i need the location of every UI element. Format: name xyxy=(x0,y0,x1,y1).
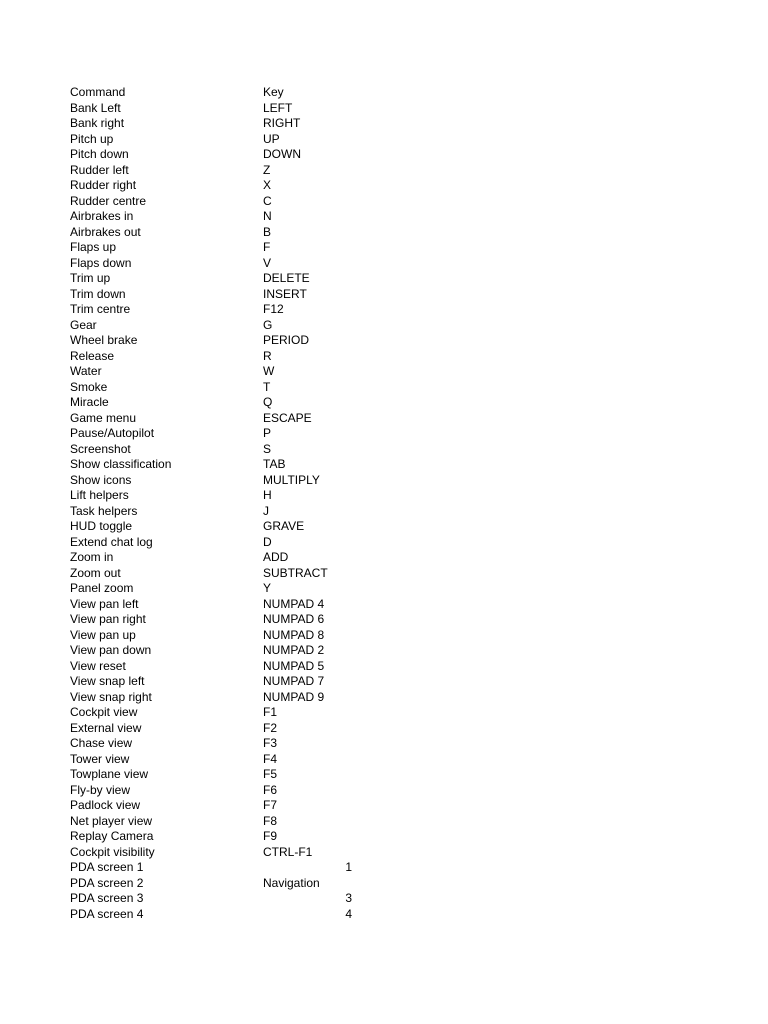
key-cell: Navigation xyxy=(263,875,320,890)
key-cell: J xyxy=(263,503,269,518)
key-cell: G xyxy=(263,317,273,332)
command-cell: Zoom out xyxy=(70,565,121,580)
command-cell: Game menu xyxy=(70,410,137,425)
key-cell: MULTIPLY xyxy=(263,472,320,487)
key-cell: H xyxy=(263,488,272,502)
key-cell: CTRL-F1 xyxy=(263,844,313,859)
table-row xyxy=(70,225,370,241)
table-row xyxy=(70,628,370,644)
command-cell: View pan down xyxy=(70,643,152,657)
command-cell: Smoke xyxy=(70,379,108,394)
table-row xyxy=(70,845,370,861)
command-cell: External view xyxy=(70,720,142,735)
key-cell: LEFT xyxy=(263,100,293,115)
table-row xyxy=(70,395,370,411)
table-row xyxy=(70,163,370,179)
key-cell: R xyxy=(263,348,272,363)
command-cell: Pitch up xyxy=(70,131,114,146)
table-row xyxy=(70,240,370,256)
key-cell: ADD xyxy=(263,550,289,564)
table-row xyxy=(70,721,370,737)
key-cell: F5 xyxy=(263,767,278,781)
key-cell: 1 xyxy=(345,860,352,874)
table-row xyxy=(70,302,370,318)
table-row xyxy=(70,767,370,783)
command-cell: PDA screen 3 xyxy=(70,891,144,905)
key-cell: SUBTRACT xyxy=(263,565,328,580)
command-cell: Replay Camera xyxy=(70,829,154,843)
key-cell: PERIOD xyxy=(263,333,310,347)
column-header-key: Key xyxy=(263,85,284,99)
table-row xyxy=(70,829,370,845)
table-row xyxy=(70,736,370,752)
command-cell: Wheel brake xyxy=(70,333,138,347)
command-cell: Flaps down xyxy=(70,255,132,270)
table-row xyxy=(70,194,370,210)
command-cell: Rudder left xyxy=(70,162,129,177)
key-cell: C xyxy=(263,193,272,208)
keybinding-table xyxy=(70,85,370,922)
key-cell: F2 xyxy=(263,720,278,735)
key-cell: P xyxy=(263,426,272,440)
table-row xyxy=(70,442,370,458)
key-cell: RIGHT xyxy=(263,116,301,130)
key-cell: NUMPAD 6 xyxy=(263,612,325,626)
table-row xyxy=(70,426,370,442)
table-row xyxy=(70,876,370,892)
table-row xyxy=(70,705,370,721)
command-cell: Show icons xyxy=(70,472,132,487)
command-cell: Trim up xyxy=(70,271,111,285)
command-cell: Trim down xyxy=(70,286,126,301)
table-row xyxy=(70,488,370,504)
table-row xyxy=(70,473,370,489)
command-cell: Padlock view xyxy=(70,798,141,812)
table-row xyxy=(70,597,370,613)
column-header-command: Command xyxy=(70,85,126,99)
table-row xyxy=(70,643,370,659)
key-cell: F xyxy=(263,240,271,254)
key-cell: F7 xyxy=(263,798,278,812)
command-cell: View reset xyxy=(70,658,126,673)
table-row xyxy=(70,457,370,473)
key-cell: 4 xyxy=(345,906,352,921)
table-row xyxy=(70,860,370,876)
command-cell: View pan left xyxy=(70,596,139,611)
key-cell: 3 xyxy=(345,891,352,905)
command-cell: PDA screen 1 xyxy=(70,860,144,874)
command-cell: Pitch down xyxy=(70,147,129,161)
key-cell: NUMPAD 7 xyxy=(263,674,325,688)
table-row xyxy=(70,101,370,117)
table-row xyxy=(70,550,370,566)
table-row xyxy=(70,287,370,303)
command-cell: View snap left xyxy=(70,674,145,688)
table-row xyxy=(70,612,370,628)
key-cell: NUMPAD 8 xyxy=(263,627,325,642)
table-row xyxy=(70,907,370,923)
command-cell: Cockpit view xyxy=(70,705,138,719)
command-cell: View pan right xyxy=(70,612,146,626)
key-cell: X xyxy=(263,178,272,192)
command-cell: Trim centre xyxy=(70,302,131,316)
command-cell: Bank right xyxy=(70,116,125,130)
table-row xyxy=(70,891,370,907)
table-row xyxy=(70,364,370,380)
key-cell: V xyxy=(263,255,272,270)
key-cell: D xyxy=(263,534,272,549)
table-row xyxy=(70,132,370,148)
command-cell: Towplane view xyxy=(70,767,149,781)
command-cell: Task helpers xyxy=(70,503,138,518)
key-cell: Q xyxy=(263,395,273,409)
table-row xyxy=(70,814,370,830)
table-row xyxy=(70,349,370,365)
key-cell: DOWN xyxy=(263,147,301,161)
table-row xyxy=(70,178,370,194)
key-cell: F3 xyxy=(263,736,278,750)
command-cell: Net player view xyxy=(70,813,153,828)
table-row xyxy=(70,535,370,551)
table-row xyxy=(70,798,370,814)
key-cell: NUMPAD 2 xyxy=(263,643,325,657)
table-row xyxy=(70,783,370,799)
command-cell: Lift helpers xyxy=(70,488,129,502)
command-cell: Bank Left xyxy=(70,100,121,115)
key-cell: N xyxy=(263,209,272,223)
table-row xyxy=(70,256,370,272)
command-cell: View snap right xyxy=(70,689,152,704)
command-cell: Screenshot xyxy=(70,441,131,456)
table-row xyxy=(70,116,370,132)
command-cell: Show classification xyxy=(70,457,172,471)
table-row xyxy=(70,333,370,349)
command-cell: Cockpit visibility xyxy=(70,844,155,859)
command-cell: Water xyxy=(70,364,102,378)
command-cell: Zoom in xyxy=(70,550,114,564)
key-cell: F1 xyxy=(263,705,278,719)
table-row xyxy=(70,147,370,163)
command-cell: PDA screen 2 xyxy=(70,875,144,890)
key-cell: F6 xyxy=(263,782,278,797)
command-cell: Airbrakes out xyxy=(70,224,141,239)
table-header-row xyxy=(70,85,370,101)
table-row xyxy=(70,519,370,535)
command-cell: Pause/Autopilot xyxy=(70,426,155,440)
table-row xyxy=(70,690,370,706)
key-cell: INSERT xyxy=(263,286,307,301)
key-cell: F12 xyxy=(263,302,284,316)
command-cell: Chase view xyxy=(70,736,133,750)
key-cell: W xyxy=(263,364,275,378)
table-row xyxy=(70,411,370,427)
table-row xyxy=(70,504,370,520)
key-cell: NUMPAD 4 xyxy=(263,596,325,611)
table-row xyxy=(70,318,370,334)
key-cell: DELETE xyxy=(263,271,310,285)
command-cell: Fly-by view xyxy=(70,782,131,797)
command-cell: Miracle xyxy=(70,395,109,409)
key-cell: T xyxy=(263,379,271,394)
command-cell: Flaps up xyxy=(70,240,117,254)
table-row xyxy=(70,271,370,287)
table-row xyxy=(70,659,370,675)
key-cell: Z xyxy=(263,162,271,177)
key-cell: GRAVE xyxy=(263,519,305,533)
command-cell: Panel zoom xyxy=(70,581,134,595)
table-row xyxy=(70,674,370,690)
command-cell: View pan up xyxy=(70,627,136,642)
key-cell: F4 xyxy=(263,751,278,766)
command-cell: Gear xyxy=(70,317,97,332)
key-cell: NUMPAD 9 xyxy=(263,689,325,704)
command-cell: Release xyxy=(70,348,115,363)
key-cell: Y xyxy=(263,581,272,595)
key-cell: NUMPAD 5 xyxy=(263,658,325,673)
key-cell: TAB xyxy=(263,457,286,471)
table-row xyxy=(70,581,370,597)
command-cell: Tower view xyxy=(70,751,130,766)
table-row xyxy=(70,752,370,768)
key-cell: B xyxy=(263,224,272,239)
key-cell: UP xyxy=(263,131,280,146)
key-cell: F8 xyxy=(263,813,278,828)
table-body xyxy=(70,101,370,923)
key-cell: ESCAPE xyxy=(263,410,312,425)
command-cell: HUD toggle xyxy=(70,519,133,533)
table-row xyxy=(70,380,370,396)
command-cell: Rudder centre xyxy=(70,193,147,208)
table-row xyxy=(70,566,370,582)
command-cell: Extend chat log xyxy=(70,534,153,549)
command-cell: PDA screen 4 xyxy=(70,906,144,921)
table-row xyxy=(70,209,370,225)
command-cell: Rudder right xyxy=(70,178,137,192)
key-cell: F9 xyxy=(263,829,278,843)
command-cell: Airbrakes in xyxy=(70,209,134,223)
key-cell: S xyxy=(263,441,272,456)
